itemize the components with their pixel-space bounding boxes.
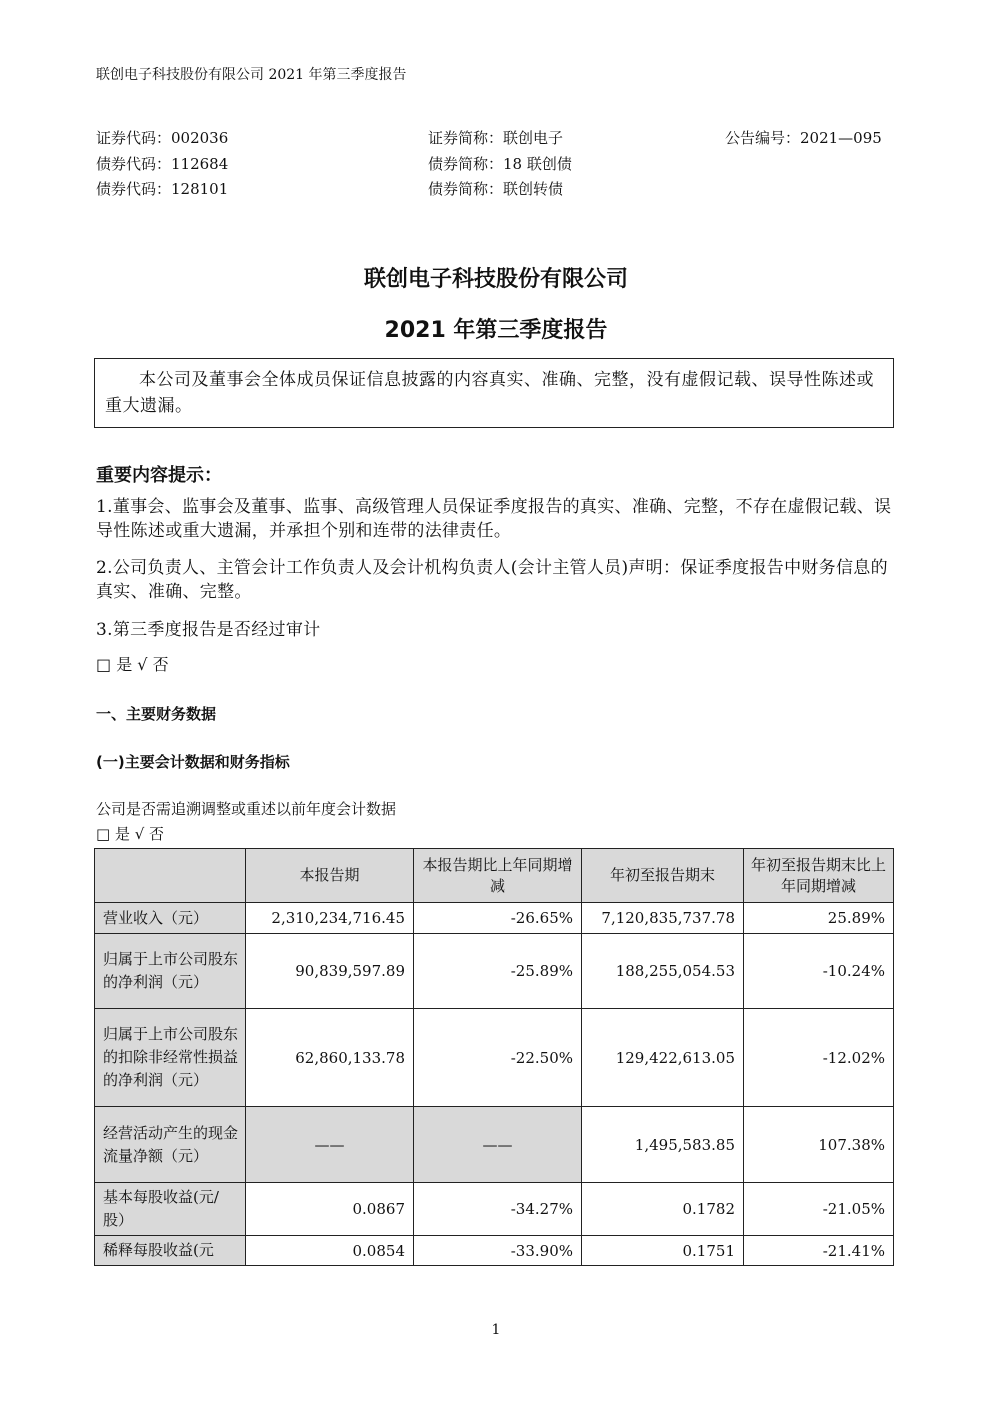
table-row [95,903,894,934]
bond-code-2: 债券代码：128101 [96,180,229,198]
ytd-change-value: -21.41% [744,1236,894,1266]
ytd-change-value: -10.24% [744,934,894,1009]
table-header-row [95,849,894,903]
stock-code: 证券代码：002036 [96,129,229,147]
current-change-value: —— [414,1107,582,1183]
current-value: 0.0854 [246,1236,414,1266]
company-title: 联创电子科技股份有限公司 [363,267,628,292]
current-change-value: -25.89% [414,934,582,1009]
table-row [95,1009,894,1107]
current-change-value: -33.90% [414,1236,582,1266]
current-value: 62,860,133.78 [246,1009,414,1107]
ytd-value: 7,120,835,737.78 [582,903,744,934]
header-ytd-change: 年初至报告期末比上年同期增减 [744,849,894,903]
ytd-change-value: -21.05% [744,1183,894,1236]
row-label: 经营活动产生的现金流量净额（元） [95,1107,246,1183]
important-heading: 重要内容提示： [96,465,222,486]
header-ytd: 年初至报告期末 [582,849,744,903]
ytd-change-value: -12.02% [744,1009,894,1107]
ytd-change-value: 107.38% [744,1107,894,1183]
item-1: 1.董事会、监事会及董事、监事、高级管理人员保证季度报告的真实、准确、完整，不存在虚假记载、误导性陈述或重大遗漏，并承担个别和连带的法律责任。 [96,497,892,541]
ytd-value: 129,422,613.05 [582,1009,744,1107]
audit-choice: □ 是 √ 否 [96,655,169,674]
notice-box: 本公司及董事会全体成员保证信息披露的内容真实、准确、完整，没有虚假记载、误导性陈述或重大遗漏。 [94,358,894,428]
current-change-value: -26.65% [414,903,582,934]
ytd-value: 0.1751 [582,1236,744,1266]
running-header: 联创电子科技股份有限公司 2021 年第三季度报告 [96,67,407,83]
item-2: 2.公司负责人、主管会计工作负责人及会计机构负责人(会计主管人员)声明：保证季度报告中财务信息的真实、准确、完整。 [96,558,888,602]
table-row [95,1236,894,1266]
current-value: 2,310,234,716.45 [246,903,414,934]
restate-choice: □ 是 √ 否 [96,825,165,843]
row-label: 归属于上市公司股东的扣除非经常性损益的净利润（元） [95,1009,246,1107]
item-3: 3.第三季度报告是否经过审计 [96,620,321,640]
row-label: 营业收入（元） [95,903,246,934]
current-value: —— [246,1107,414,1183]
current-change-value: -22.50% [414,1009,582,1107]
table-row [95,1107,894,1183]
bond-short-name-2: 债券简称：联创转债 [428,180,564,198]
ytd-value: 0.1782 [582,1183,744,1236]
current-change-value: -34.27% [414,1183,582,1236]
section1-heading: 一、主要财务数据 [96,705,217,723]
table-row [95,934,894,1009]
restate-question: 公司是否需追溯调整或重述以前年度会计数据 [96,800,397,818]
bond-code-1: 债券代码：112684 [96,155,229,173]
header-current-change: 本报告期比上年同期增减 [414,849,582,903]
subsection1-heading: (一)主要会计数据和财务指标 [96,753,290,771]
row-label: 基本每股收益(元/股） [95,1183,246,1236]
row-label: 归属于上市公司股东的净利润（元） [95,934,246,1009]
ytd-value: 1,495,583.85 [582,1107,744,1183]
ytd-change-value: 25.89% [744,903,894,934]
financial-data-table [94,848,894,1266]
header-current-period: 本报告期 [246,849,414,903]
bond-short-name-1: 债券简称：18 联创债 [428,155,572,173]
page-number: 1 [491,1322,501,1338]
table-row [95,1183,894,1236]
row-label: 稀释每股收益(元 [95,1236,246,1266]
ytd-value: 188,255,054.53 [582,934,744,1009]
report-title: 2021 年第三季度报告 [384,318,608,343]
announcement-number: 公告编号：2021—095 [725,129,882,147]
current-value: 90,839,597.89 [246,934,414,1009]
header-cell-empty [95,849,246,903]
stock-short-name: 证券简称：联创电子 [428,129,564,147]
current-value: 0.0867 [246,1183,414,1236]
